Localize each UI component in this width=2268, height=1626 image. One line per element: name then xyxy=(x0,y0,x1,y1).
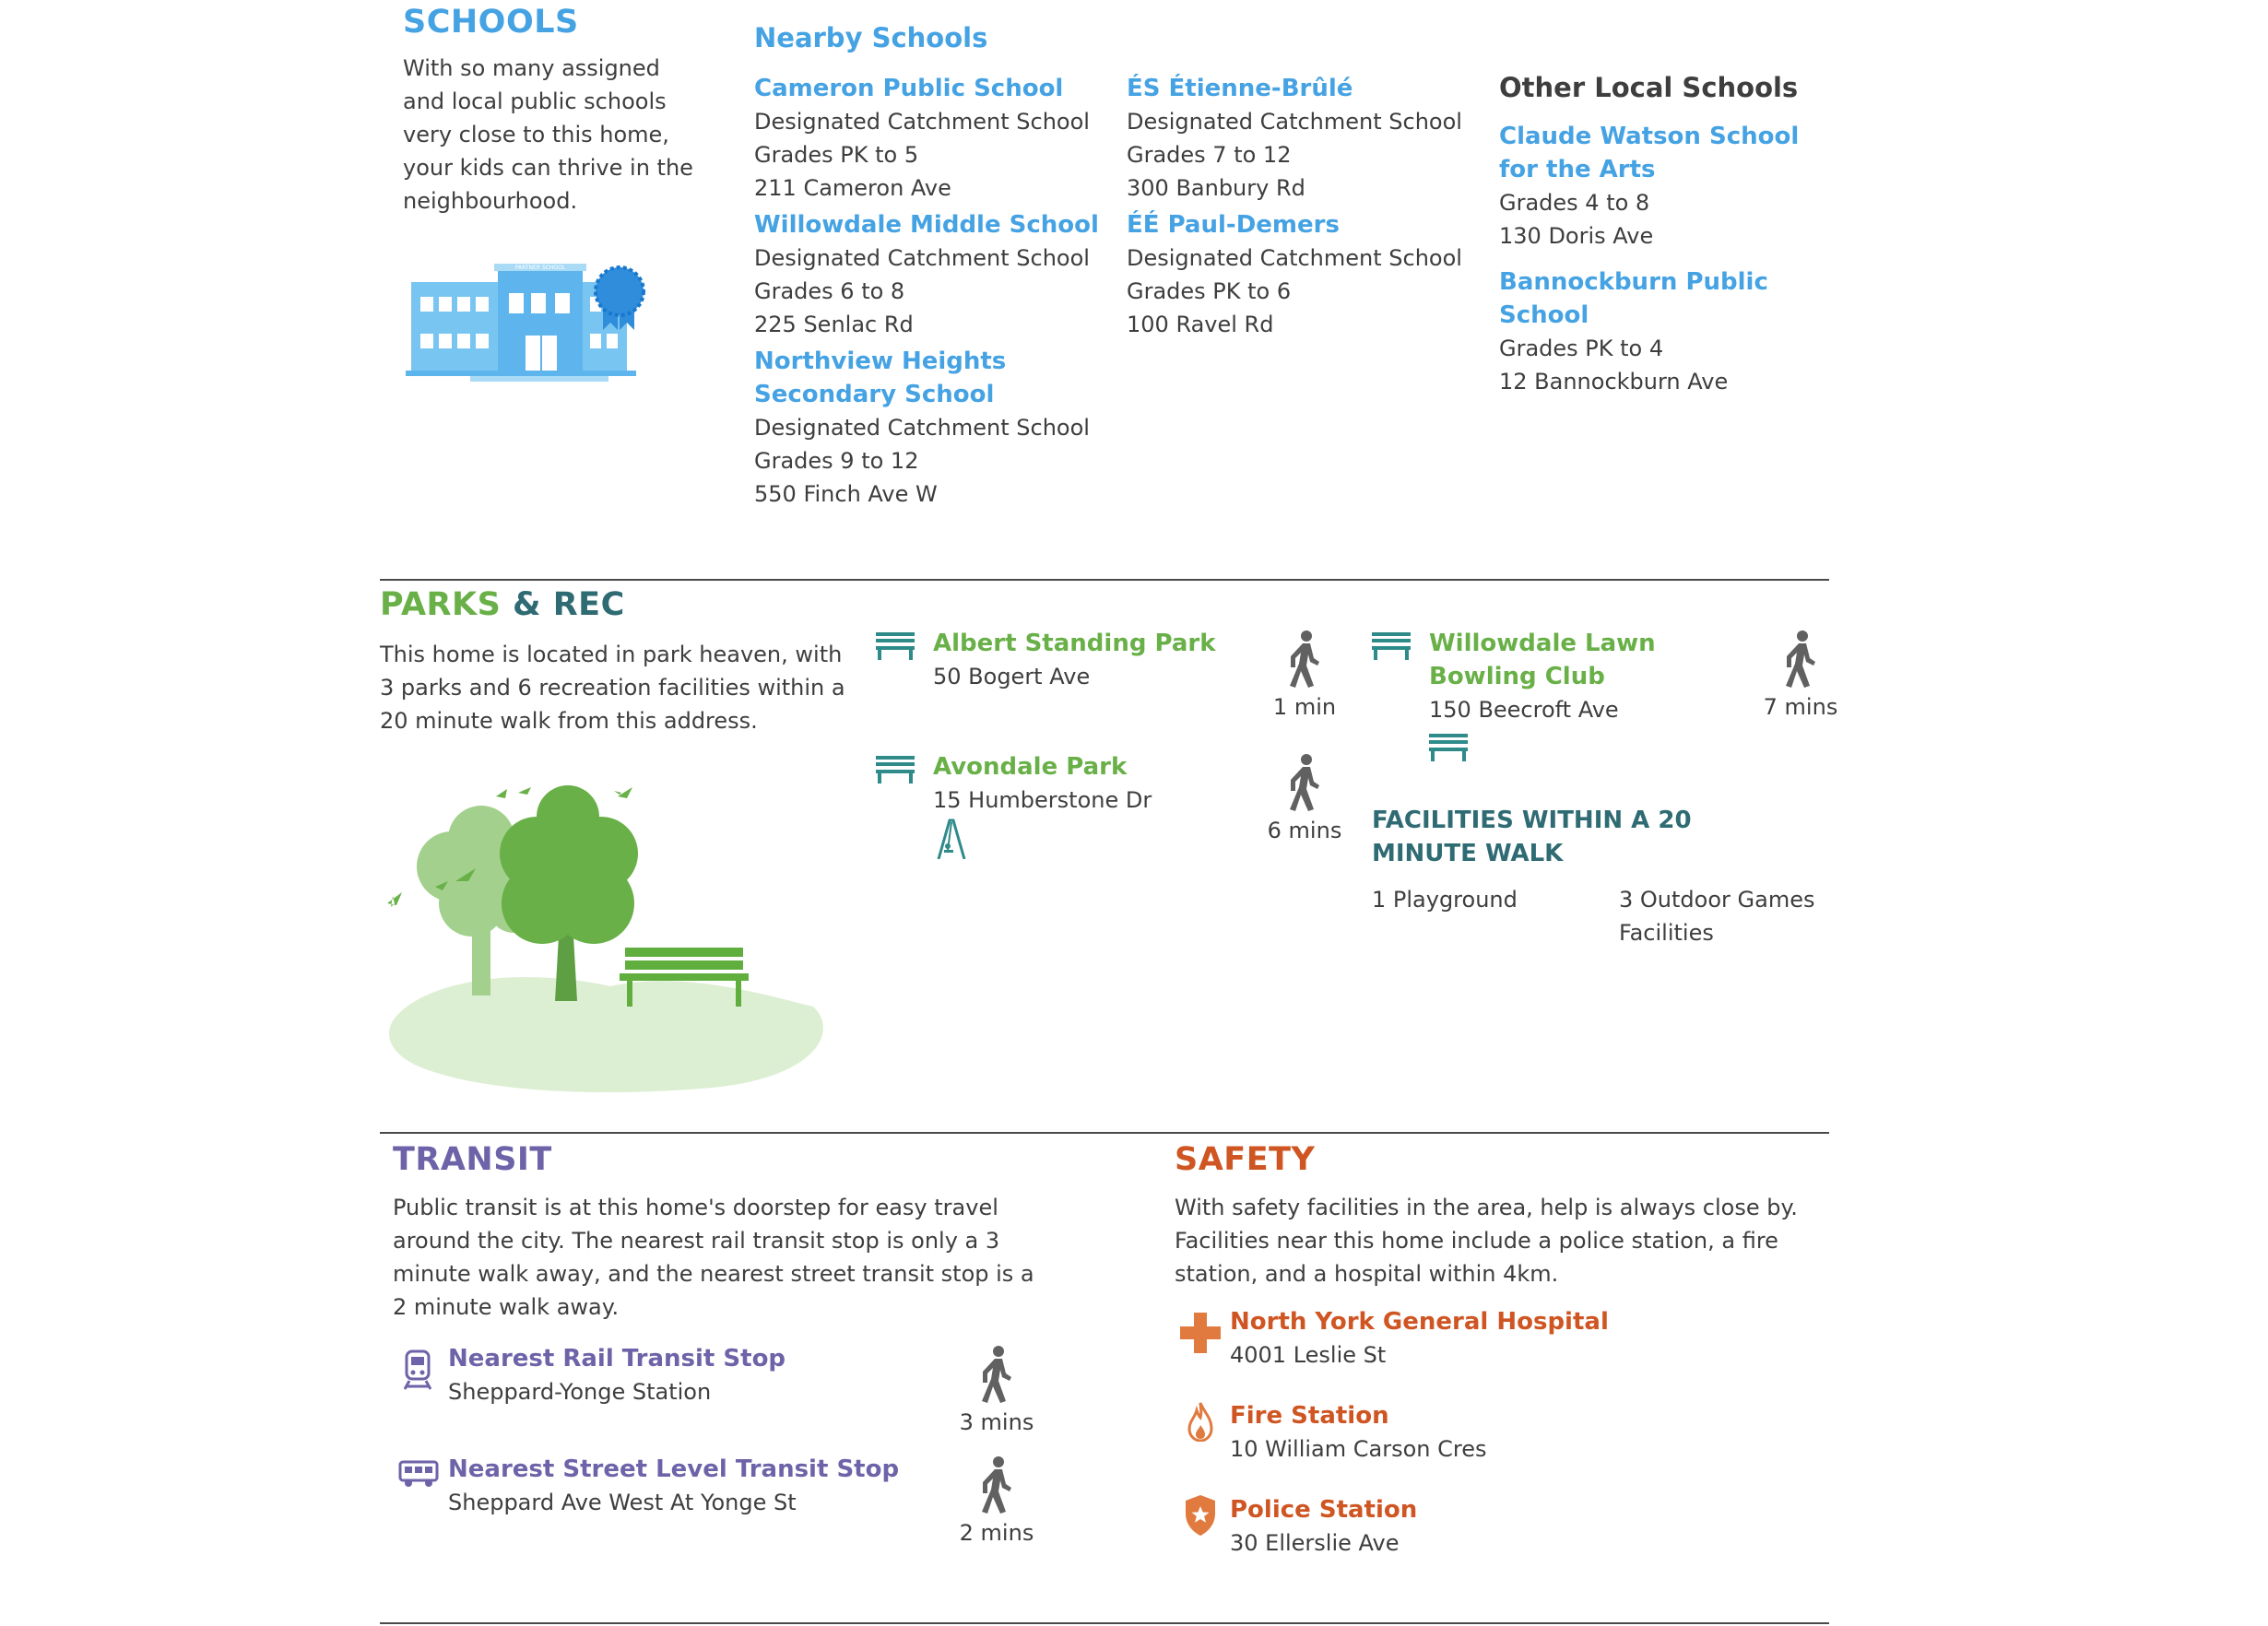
school-cameron[interactable] xyxy=(754,72,1104,205)
park-albert-standing[interactable] xyxy=(933,627,1237,693)
bus-icon xyxy=(398,1460,439,1488)
school-name[interactable]: Bannockburn Public School xyxy=(1499,268,1768,329)
school-type: Designated Catchment School xyxy=(754,245,1090,271)
safety-fire[interactable] xyxy=(1230,1399,1783,1466)
facility-outdoor-games: 3 Outdoor Games Facilities xyxy=(1619,887,1815,946)
school-address: 12 Bannockburn Ave xyxy=(1499,369,1729,395)
school-sign-text: PARTNER SCHOOL xyxy=(514,265,566,271)
transit-label[interactable]: Nearest Street Level Transit Stop xyxy=(448,1455,900,1483)
school-address: 130 Doris Ave xyxy=(1499,223,1654,249)
walk-time-text: 2 mins xyxy=(959,1520,1034,1546)
walking-person-icon xyxy=(978,1456,1015,1514)
school-building-icon xyxy=(406,256,659,385)
walking-person-icon xyxy=(1286,754,1323,811)
safety-police[interactable] xyxy=(1230,1493,1783,1560)
transit-title: TRANSIT xyxy=(393,1141,552,1178)
transit-place: Sheppard Ave West At Yonge St xyxy=(448,1490,797,1515)
bench-icon xyxy=(1372,632,1411,660)
school-type: Designated Catchment School xyxy=(1127,245,1462,271)
facilities-heading: FACILITIES WITHIN A 20 MINUTE WALK xyxy=(1372,807,1692,867)
safety-address: 30 Ellerslie Ave xyxy=(1230,1530,1400,1556)
school-grades: Grades 4 to 8 xyxy=(1499,190,1650,216)
walking-person-icon xyxy=(1286,630,1323,688)
transit-rail-stop[interactable] xyxy=(448,1342,964,1408)
schools-description: With so many assigned and local public schools very close to this home, your kids can thrive in the neighbourhood. xyxy=(403,55,693,214)
school-col-2 xyxy=(1127,72,1477,341)
parks-title-amp: & xyxy=(513,586,542,623)
school-address: 225 Senlac Rd xyxy=(754,312,914,337)
park-illustration xyxy=(380,765,832,1106)
transit-street-stop[interactable] xyxy=(448,1453,964,1519)
other-schools-heading: Other Local Schools xyxy=(1499,72,1799,103)
swing-icon xyxy=(935,819,968,859)
bench-icon xyxy=(1429,734,1468,761)
park-avondale[interactable] xyxy=(933,750,1237,817)
parks-title xyxy=(380,586,625,623)
school-name[interactable]: Willowdale Middle School xyxy=(754,211,1099,239)
park-address: 50 Bogert Ave xyxy=(933,664,1091,689)
hospital-cross-icon xyxy=(1180,1313,1221,1353)
transit-place: Sheppard-Yonge Station xyxy=(448,1379,712,1405)
walk-time-text: 3 mins xyxy=(959,1409,1034,1435)
school-etienne-brule[interactable] xyxy=(1127,72,1477,205)
police-badge-icon xyxy=(1184,1495,1217,1536)
school-col-1 xyxy=(754,72,1104,511)
school-grades: Grades 9 to 12 xyxy=(754,448,919,474)
section-divider xyxy=(380,579,1829,581)
walk-time-albert xyxy=(1263,630,1346,723)
train-icon xyxy=(404,1349,431,1390)
school-grades: Grades 6 to 8 xyxy=(754,278,905,304)
school-name[interactable]: Claude Watson School for the Arts xyxy=(1499,123,1800,183)
walk-time-street xyxy=(955,1456,1038,1549)
walk-time-avondale xyxy=(1263,754,1346,846)
facility-playground: 1 Playground xyxy=(1372,887,1518,913)
parks-title-a: PARKS xyxy=(380,586,502,623)
school-bannockburn[interactable] xyxy=(1499,265,1840,398)
safety-name[interactable]: Police Station xyxy=(1230,1496,1418,1524)
school-grades: Grades 7 to 12 xyxy=(1127,142,1292,168)
school-type: Designated Catchment School xyxy=(754,415,1090,441)
fire-icon xyxy=(1187,1401,1213,1442)
park-name[interactable]: Avondale Park xyxy=(933,753,1128,781)
school-northview[interactable] xyxy=(754,345,1104,511)
school-type: Designated Catchment School xyxy=(1127,109,1462,135)
safety-address: 10 William Carson Cres xyxy=(1230,1436,1487,1462)
parks-title-b: REC xyxy=(552,586,625,623)
school-address: 100 Ravel Rd xyxy=(1127,312,1274,337)
schools-title: SCHOOLS xyxy=(403,4,579,41)
safety-name[interactable]: Fire Station xyxy=(1230,1402,1389,1430)
safety-hospital[interactable] xyxy=(1230,1305,1783,1372)
section-divider xyxy=(380,1622,1829,1624)
school-name[interactable]: Cameron Public School xyxy=(754,75,1064,102)
school-address: 550 Finch Ave W xyxy=(754,481,938,507)
nearby-schools-heading: Nearby Schools xyxy=(754,22,988,53)
park-name[interactable]: Albert Standing Park xyxy=(933,630,1216,657)
walk-time-text: 1 min xyxy=(1272,694,1337,720)
safety-title: SAFETY xyxy=(1175,1141,1316,1178)
park-willowdale-lawn-bowling[interactable] xyxy=(1429,627,1660,726)
transit-description: Public transit is at this home's doorstep for easy travel around the city. The nearest rail transit stop is only a 3 minute walk away, and the nearest street transit stop is a 2 minute walk away. xyxy=(393,1195,1034,1320)
park-address: 150 Beecroft Ave xyxy=(1429,697,1619,723)
school-address: 211 Cameron Ave xyxy=(754,175,951,201)
school-name[interactable]: ÉS Étienne-Brûlé xyxy=(1127,75,1353,102)
school-address: 300 Banbury Rd xyxy=(1127,175,1305,201)
safety-name[interactable]: North York General Hospital xyxy=(1230,1308,1609,1336)
transit-label[interactable]: Nearest Rail Transit Stop xyxy=(448,1345,786,1373)
school-claude-watson[interactable] xyxy=(1499,120,1840,253)
section-divider xyxy=(380,1132,1829,1134)
school-grades: Grades PK to 5 xyxy=(754,142,919,168)
walk-time-rail xyxy=(955,1346,1038,1438)
school-col-other xyxy=(1499,120,1840,398)
walk-time-text: 7 mins xyxy=(1763,694,1838,720)
school-name[interactable]: Northview Heights Secondary School xyxy=(754,348,1007,408)
school-grades: Grades PK to 4 xyxy=(1499,336,1664,361)
park-name[interactable]: Willowdale Lawn Bowling Club xyxy=(1429,630,1656,690)
bench-icon xyxy=(876,632,915,660)
school-name[interactable]: ÉÉ Paul-Demers xyxy=(1127,211,1340,239)
safety-description: With safety facilities in the area, help is always close by. Facilities near this home include a police station, a fire station, and a hospital within 4km. xyxy=(1175,1195,1798,1287)
bench-icon xyxy=(876,756,915,784)
park-address: 15 Humberstone Dr xyxy=(933,787,1152,813)
walk-time-text: 6 mins xyxy=(1267,818,1342,843)
school-grades: Grades PK to 6 xyxy=(1127,278,1292,304)
parks-description: This home is located in park heaven, with 3 parks and 6 recreation facilities within a 20 minute walk from this address. xyxy=(380,642,845,734)
safety-address: 4001 Leslie St xyxy=(1230,1342,1387,1368)
walking-person-icon xyxy=(1782,630,1819,688)
school-willowdale-middle[interactable] xyxy=(754,208,1104,341)
school-paul-demers[interactable] xyxy=(1127,208,1477,341)
walking-person-icon xyxy=(978,1346,1015,1403)
walk-time-willowdale-lawn xyxy=(1759,630,1842,723)
school-type: Designated Catchment School xyxy=(754,109,1090,135)
